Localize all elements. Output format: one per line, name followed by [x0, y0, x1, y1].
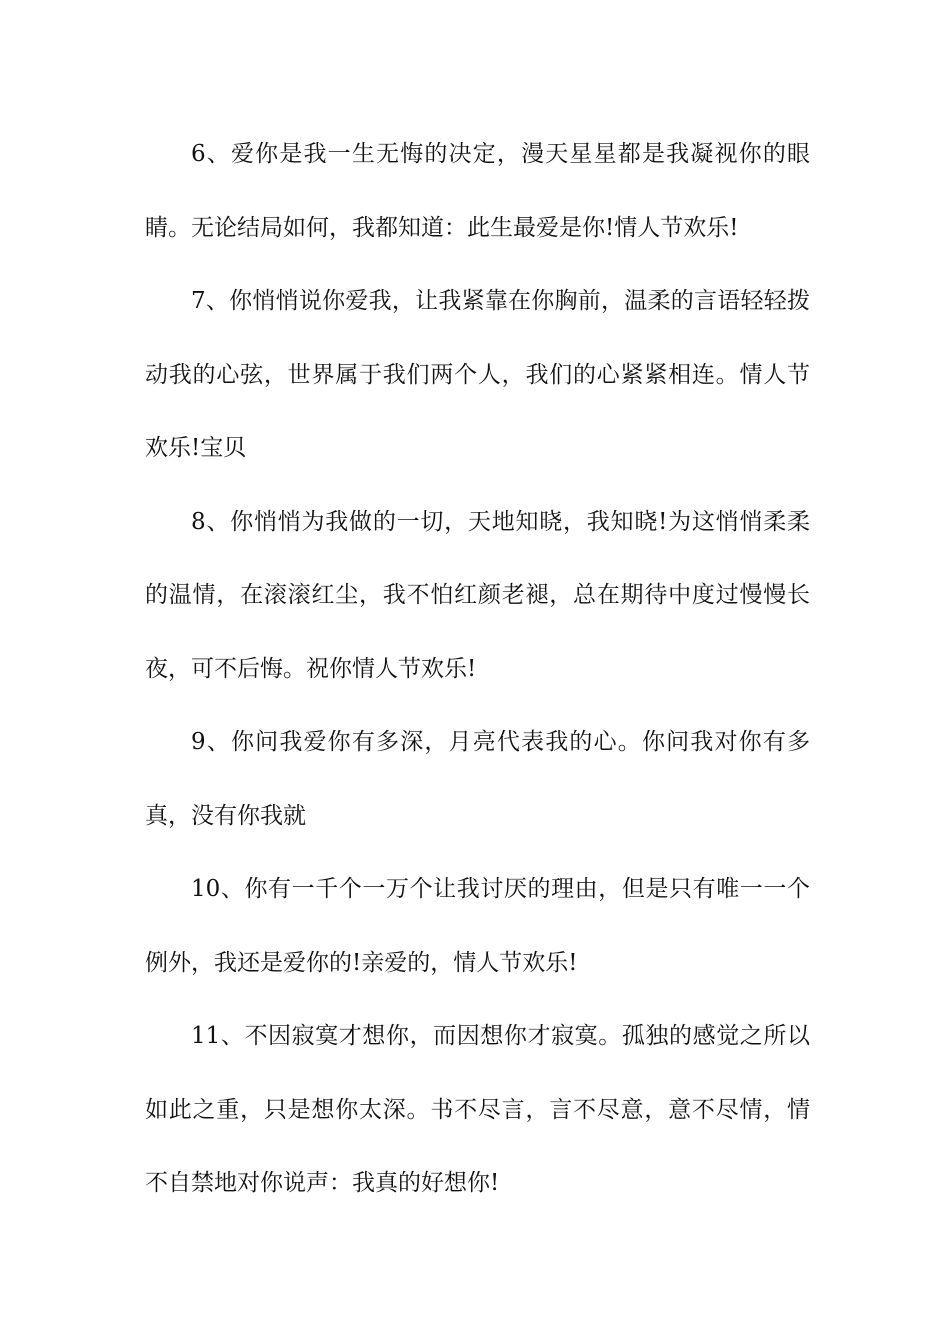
paragraph-10: 10、你有一千个一万个让我讨厌的理由，但是只有唯一一个例外，我还是爱你的!亲爱的，情人节欢乐!: [145, 876, 810, 976]
paragraph-9: 9、你问我爱你有多深，月亮代表我的心。你问我对你有多真，没有你我就: [145, 729, 810, 829]
paragraph-6: 6、爱你是我一生无悔的决定，漫天星星都是我凝视你的眼睛。无论结局如何，我都知道：此生最爱是你!情人节欢乐!: [145, 141, 810, 241]
paragraph-8: 8、你悄悄为我做的一切，天地知晓，我知晓!为这悄悄柔柔的温情，在滚滚红尘，我不怕红颜老褪，总在期待中度过慢慢长夜，可不后悔。祝你情人节欢乐!: [145, 508, 810, 682]
paragraph-7: 7、你悄悄说你爱我，让我紧靠在你胸前，温柔的言语轻轻拨动我的心弦，世界属于我们两个人，我们的心紧紧相连。情人节欢乐!宝贝: [145, 288, 810, 461]
paragraph-11: 11、不因寂寞才想你，而因想你才寂寞。孤独的感觉之所以如此之重，只是想你太深。书不尽言，言不尽意，意不尽情，情不自禁地对你说声：我真的好想你!: [145, 1023, 810, 1196]
document-body: [145, 118, 810, 1221]
